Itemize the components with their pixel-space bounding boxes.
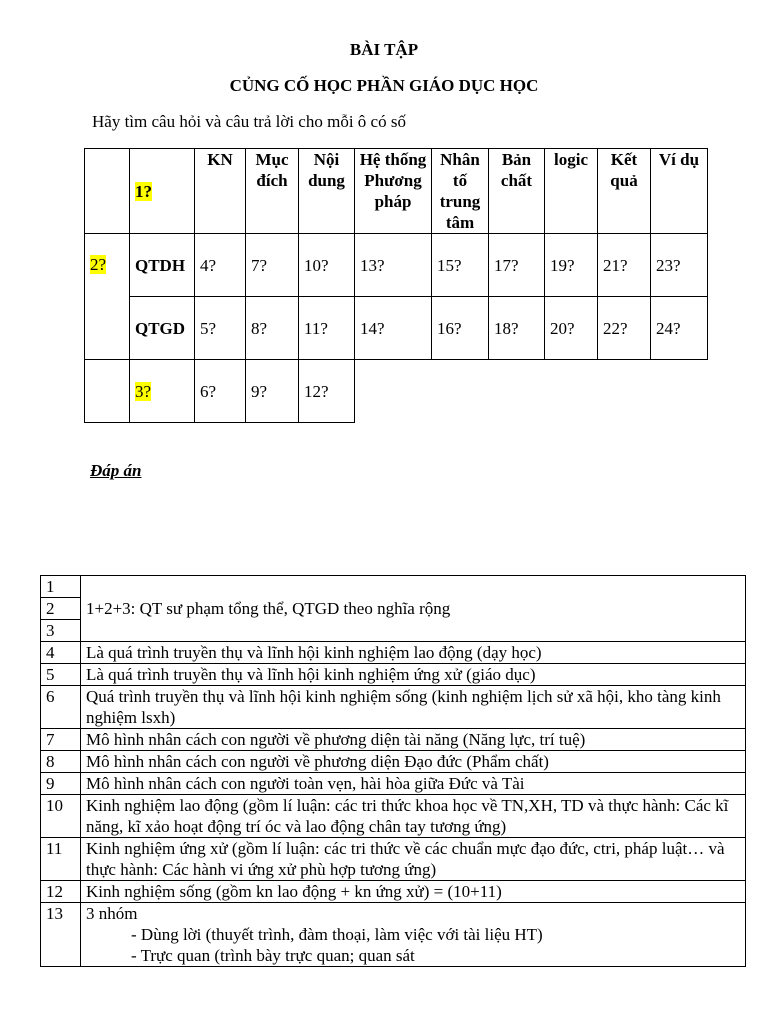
row-number: 12 xyxy=(41,881,81,903)
row-text: Quá trình truyền thụ và lĩnh hội kinh nghiệm sống (kinh nghiệm lịch sử xã hội, kho tàng kinh nghiệm lsxh) xyxy=(81,686,746,729)
header-cell: logic xyxy=(545,149,598,234)
table-cell: 23? xyxy=(651,234,708,297)
table-cell: 13? xyxy=(355,234,432,297)
table-row xyxy=(41,576,746,598)
row-text: 1+2+3: QT sư phạm tổng thể, QTGD theo nghĩa rộng xyxy=(81,576,746,642)
header-cell: Ví dụ xyxy=(651,149,708,234)
table-cell: 9? xyxy=(246,360,299,423)
table-row xyxy=(41,881,746,903)
header-cell: Bản chất xyxy=(489,149,545,234)
row-number: 9 xyxy=(41,773,81,795)
table-cell: 8? xyxy=(246,297,299,360)
table-row xyxy=(41,686,746,729)
header-cell: Mục đích xyxy=(246,149,299,234)
table-header-row xyxy=(85,149,708,234)
table-row xyxy=(41,751,746,773)
table-cell: 10? xyxy=(299,234,355,297)
table-row xyxy=(85,297,708,360)
table-row xyxy=(41,903,746,967)
table-row xyxy=(85,234,708,297)
corner-cell: 1? xyxy=(130,149,195,234)
row-number: 1 xyxy=(41,576,81,598)
table-cell: 22? xyxy=(598,297,651,360)
list-item: - Trực quan (trình bày trực quan; quan sát xyxy=(131,946,415,965)
exercise-table xyxy=(84,148,708,423)
empty-cell xyxy=(355,360,708,423)
row-text: Mô hình nhân cách con người về phương diện Đạo đức (Phẩm chất) xyxy=(81,751,746,773)
table-cell: 24? xyxy=(651,297,708,360)
row-text: Kinh nghiệm ứng xử (gồm lí luận: các tri thức về các chuẩn mực đạo đức, ctri, pháp luật… và thực hành: Các hành vi ứng xử phù hợp tương ứng) xyxy=(81,838,746,881)
row-number: 3 xyxy=(41,620,81,642)
table-row xyxy=(41,795,746,838)
table-cell: 21? xyxy=(598,234,651,297)
header-cell: Hệ thống Phương pháp xyxy=(355,149,432,234)
table-cell: 5? xyxy=(195,297,246,360)
table-row xyxy=(41,773,746,795)
row-label: QTDH xyxy=(130,234,195,297)
answer-table xyxy=(40,575,746,967)
answer-heading: Đáp án xyxy=(90,461,142,480)
row-number: 10 xyxy=(41,795,81,838)
row-number: 7 xyxy=(41,729,81,751)
empty-cell xyxy=(85,149,130,234)
page-subtitle: CỦNG CỐ HỌC PHẦN GIÁO DỤC HỌC xyxy=(229,76,539,95)
table-cell: 7? xyxy=(246,234,299,297)
table-row xyxy=(85,360,708,423)
header-cell: Nhân tố trung tâm xyxy=(432,149,489,234)
row-number: 8 xyxy=(41,751,81,773)
table-cell: 14? xyxy=(355,297,432,360)
table-cell: 4? xyxy=(195,234,246,297)
row-text: Là quá trình truyền thụ và lĩnh hội kinh nghiệm lao động (dạy học) xyxy=(81,642,746,664)
row-number: 6 xyxy=(41,686,81,729)
table-row xyxy=(41,838,746,881)
row-number: 13 xyxy=(41,903,81,967)
group-cell: 2? xyxy=(85,234,130,360)
table-cell: 17? xyxy=(489,234,545,297)
table-row xyxy=(41,664,746,686)
table-cell: 15? xyxy=(432,234,489,297)
group-heading: 3 nhóm xyxy=(86,904,138,923)
table-cell: 19? xyxy=(545,234,598,297)
table-row xyxy=(41,729,746,751)
row-text: Mô hình nhân cách con người về phương diện tài năng (Năng lực, trí tuệ) xyxy=(81,729,746,751)
row-number: 5 xyxy=(41,664,81,686)
empty-cell xyxy=(85,360,130,423)
header-cell: KN xyxy=(195,149,246,234)
table-cell: 6? xyxy=(195,360,246,423)
table-cell: 18? xyxy=(489,297,545,360)
instruction-text: Hãy tìm câu hỏi và câu trả lời cho mỗi ô có số xyxy=(92,112,406,131)
row-text: Là quá trình truyền thụ và lĩnh hội kinh nghiệm ứng xử (giáo dục) xyxy=(81,664,746,686)
row-text: Kinh nghiệm lao động (gồm lí luận: các tri thức khoa học về TN,XH, TD và thực hành: Các kĩ năng, kĩ xảo hoạt động trí óc và lao động chân tay tương ứng) xyxy=(81,795,746,838)
row-number: 4 xyxy=(41,642,81,664)
row-text: Mô hình nhân cách con người toàn vẹn, hài hòa giữa Đức và Tài xyxy=(81,773,746,795)
table-cell: 16? xyxy=(432,297,489,360)
list-item: - Dùng lời (thuyết trình, đàm thoại, làm việc với tài liệu HT) xyxy=(131,925,543,944)
row-label: 3? xyxy=(130,360,195,423)
page-title: BÀI TẬP xyxy=(349,40,419,59)
table-row xyxy=(41,642,746,664)
row-text xyxy=(81,903,746,967)
header-cell: Kết quả xyxy=(598,149,651,234)
table-cell: 12? xyxy=(299,360,355,423)
row-number: 2 xyxy=(41,598,81,620)
row-text: Kinh nghiệm sống (gồm kn lao động + kn ứng xử) = (10+11) xyxy=(81,881,746,903)
header-cell: Nội dung xyxy=(299,149,355,234)
table-cell: 20? xyxy=(545,297,598,360)
row-label: QTGD xyxy=(130,297,195,360)
row-number: 11 xyxy=(41,838,81,881)
table-cell: 11? xyxy=(299,297,355,360)
